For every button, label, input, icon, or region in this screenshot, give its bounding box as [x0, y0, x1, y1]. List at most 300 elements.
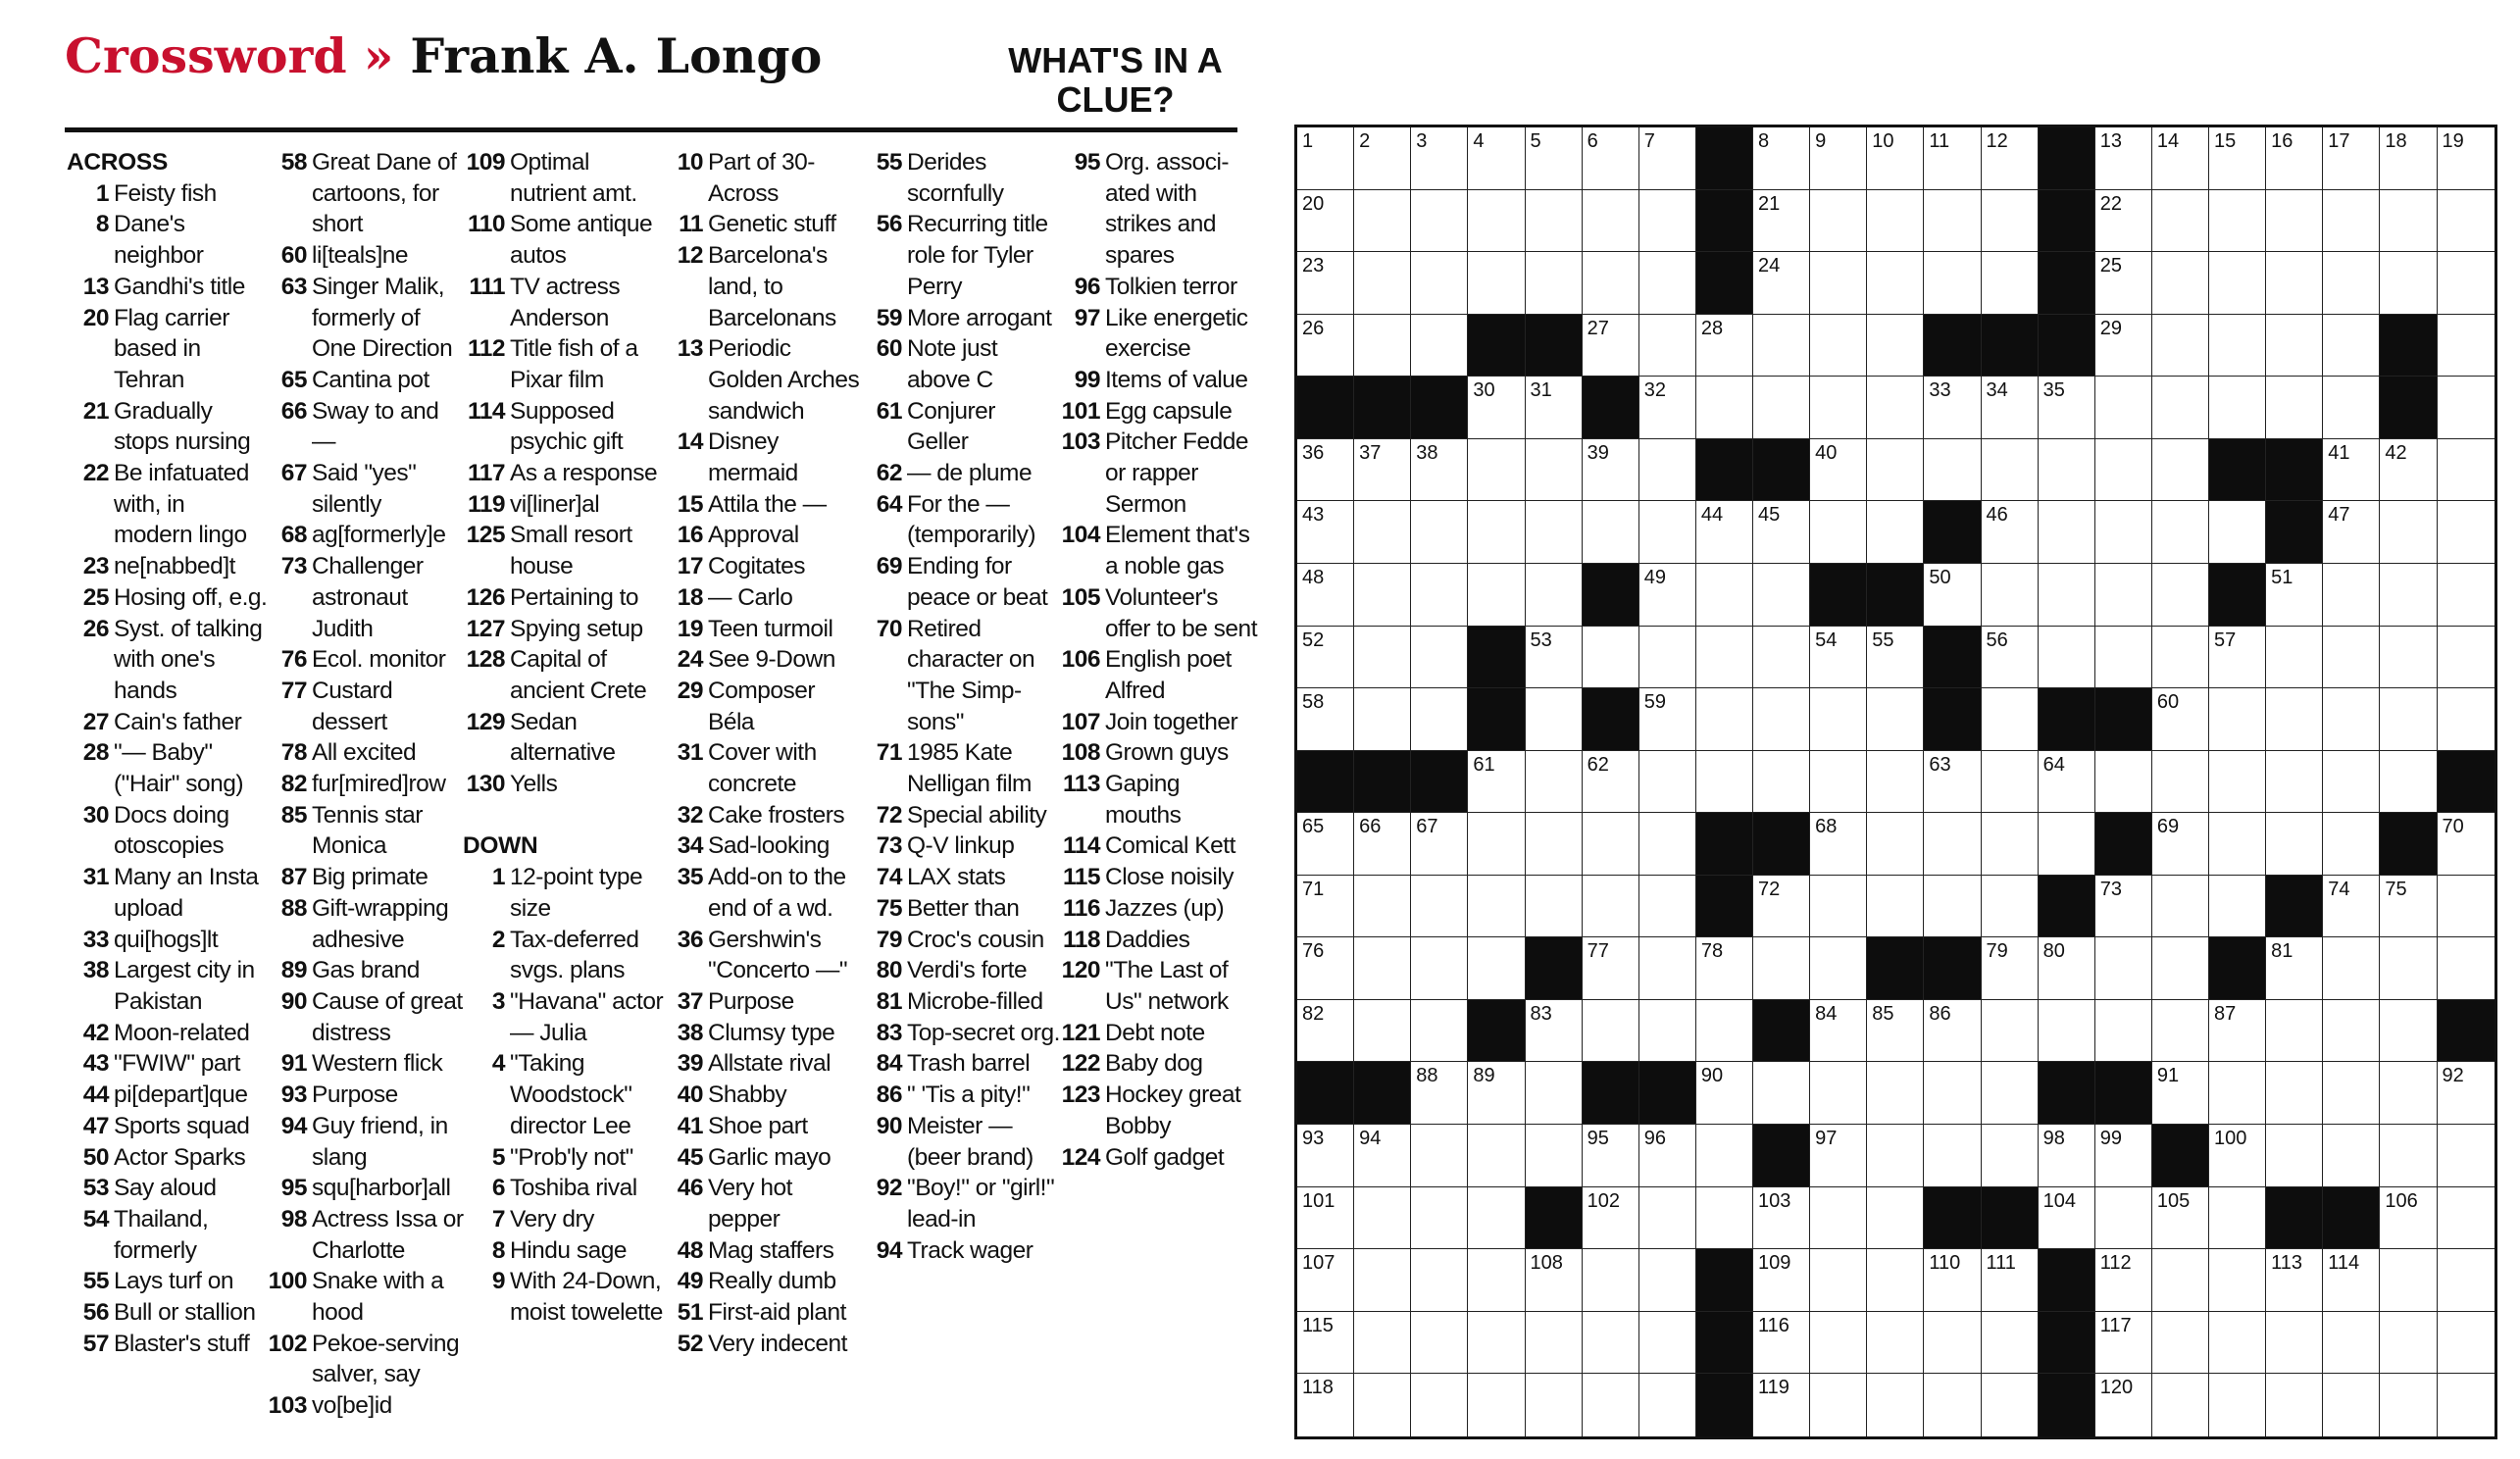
grid-cell[interactable] [1468, 937, 1525, 1000]
grid-cell[interactable] [1810, 1125, 1867, 1187]
grid-cell[interactable] [1810, 190, 1867, 253]
grid-cell[interactable] [1354, 1125, 1411, 1187]
grid-cell[interactable] [1639, 688, 1696, 751]
grid-cell[interactable] [1982, 1312, 2039, 1375]
grid-cell[interactable] [2095, 1249, 2152, 1312]
grid-cell[interactable] [2152, 190, 2209, 253]
grid-cell[interactable] [2209, 813, 2266, 876]
grid-cell[interactable] [2380, 1312, 2437, 1375]
grid-cell[interactable] [1982, 439, 2039, 502]
grid-cell[interactable] [1583, 315, 1639, 377]
grid-cell[interactable] [1583, 501, 1639, 564]
grid-cell[interactable] [1583, 439, 1639, 502]
grid-cell[interactable] [1810, 627, 1867, 689]
grid-cell[interactable] [2323, 688, 2380, 751]
grid-cell[interactable] [1924, 1062, 1981, 1125]
grid-cell[interactable] [1583, 1187, 1639, 1250]
grid-cell[interactable] [1924, 876, 1981, 938]
grid-cell[interactable] [1810, 688, 1867, 751]
grid-cell[interactable] [1411, 1187, 1468, 1250]
grid-cell[interactable] [1753, 1249, 1810, 1312]
grid-cell[interactable] [2438, 564, 2495, 627]
grid-cell[interactable] [2209, 688, 2266, 751]
grid-cell[interactable] [2039, 1000, 2095, 1063]
grid-cell[interactable] [1354, 564, 1411, 627]
grid-cell[interactable] [1982, 501, 2039, 564]
grid-cell[interactable] [2209, 190, 2266, 253]
grid-cell[interactable] [1982, 127, 2039, 190]
grid-cell[interactable] [1867, 501, 1924, 564]
grid-cell[interactable] [2438, 1187, 2495, 1250]
grid-cell[interactable] [1982, 377, 2039, 439]
grid-cell[interactable] [2380, 751, 2437, 814]
grid-cell[interactable] [2209, 1187, 2266, 1250]
grid-cell[interactable] [1753, 1187, 1810, 1250]
grid-cell[interactable] [1468, 127, 1525, 190]
grid-cell[interactable] [1411, 1374, 1468, 1436]
grid-cell[interactable] [1297, 1125, 1354, 1187]
grid-cell[interactable] [2438, 937, 2495, 1000]
grid-cell[interactable] [1411, 439, 1468, 502]
grid-cell[interactable] [1924, 127, 1981, 190]
grid-cell[interactable] [1526, 1125, 1583, 1187]
grid-cell[interactable] [1696, 1062, 1753, 1125]
grid-cell[interactable] [2438, 190, 2495, 253]
grid-cell[interactable] [2266, 627, 2323, 689]
grid-cell[interactable] [1297, 1249, 1354, 1312]
grid-cell[interactable] [1411, 1249, 1468, 1312]
grid-cell[interactable] [2095, 439, 2152, 502]
grid-cell[interactable] [2152, 1374, 2209, 1436]
grid-cell[interactable] [1468, 751, 1525, 814]
grid-cell[interactable] [2209, 127, 2266, 190]
grid-cell[interactable] [2323, 501, 2380, 564]
grid-cell[interactable] [1583, 1374, 1639, 1436]
grid-cell[interactable] [1411, 190, 1468, 253]
grid-cell[interactable] [2095, 937, 2152, 1000]
grid-cell[interactable] [2095, 1000, 2152, 1063]
grid-cell[interactable] [2152, 501, 2209, 564]
grid-cell[interactable] [1639, 190, 1696, 253]
grid-cell[interactable] [1411, 688, 1468, 751]
grid-cell[interactable] [2438, 315, 2495, 377]
grid-cell[interactable] [1468, 190, 1525, 253]
grid-cell[interactable] [2380, 627, 2437, 689]
grid-cell[interactable] [2266, 813, 2323, 876]
grid-cell[interactable] [2095, 1187, 2152, 1250]
grid-cell[interactable] [2095, 627, 2152, 689]
grid-cell[interactable] [1411, 564, 1468, 627]
grid-cell[interactable] [1696, 751, 1753, 814]
grid-cell[interactable] [1639, 127, 1696, 190]
grid-cell[interactable] [1867, 190, 1924, 253]
grid-cell[interactable] [1810, 876, 1867, 938]
grid-cell[interactable] [1297, 1312, 1354, 1375]
grid-cell[interactable] [1583, 190, 1639, 253]
grid-cell[interactable] [2209, 751, 2266, 814]
grid-cell[interactable] [2152, 688, 2209, 751]
grid-cell[interactable] [2438, 252, 2495, 315]
grid-cell[interactable] [2095, 876, 2152, 938]
grid-cell[interactable] [2095, 377, 2152, 439]
grid-cell[interactable] [2438, 501, 2495, 564]
grid-cell[interactable] [2152, 1187, 2209, 1250]
grid-cell[interactable] [2152, 751, 2209, 814]
grid-cell[interactable] [1411, 1312, 1468, 1375]
grid-cell[interactable] [2266, 1062, 2323, 1125]
grid-cell[interactable] [1753, 252, 1810, 315]
grid-cell[interactable] [2380, 1187, 2437, 1250]
grid-cell[interactable] [2152, 1062, 2209, 1125]
grid-cell[interactable] [2039, 1125, 2095, 1187]
grid-cell[interactable] [1411, 315, 1468, 377]
grid-cell[interactable] [2266, 315, 2323, 377]
grid-cell[interactable] [1297, 1000, 1354, 1063]
grid-cell[interactable] [2039, 627, 2095, 689]
grid-cell[interactable] [1583, 1125, 1639, 1187]
grid-cell[interactable] [2380, 501, 2437, 564]
grid-cell[interactable] [2323, 377, 2380, 439]
grid-cell[interactable] [1297, 252, 1354, 315]
grid-cell[interactable] [2266, 1000, 2323, 1063]
grid-cell[interactable] [2323, 252, 2380, 315]
grid-cell[interactable] [1297, 439, 1354, 502]
grid-cell[interactable] [1297, 564, 1354, 627]
grid-cell[interactable] [2039, 937, 2095, 1000]
grid-cell[interactable] [2039, 564, 2095, 627]
grid-cell[interactable] [1810, 439, 1867, 502]
grid-cell[interactable] [2266, 564, 2323, 627]
grid-cell[interactable] [1924, 813, 1981, 876]
grid-cell[interactable] [2323, 1125, 2380, 1187]
grid-cell[interactable] [2438, 1062, 2495, 1125]
grid-cell[interactable] [1639, 751, 1696, 814]
grid-cell[interactable] [1526, 377, 1583, 439]
grid-cell[interactable] [2209, 315, 2266, 377]
grid-cell[interactable] [1810, 1062, 1867, 1125]
grid-cell[interactable] [1810, 937, 1867, 1000]
grid-cell[interactable] [1753, 627, 1810, 689]
grid-cell[interactable] [2209, 501, 2266, 564]
grid-cell[interactable] [1867, 127, 1924, 190]
grid-cell[interactable] [2209, 252, 2266, 315]
grid-cell[interactable] [1810, 813, 1867, 876]
grid-cell[interactable] [1753, 501, 1810, 564]
grid-cell[interactable] [1411, 1000, 1468, 1063]
grid-cell[interactable] [1411, 1062, 1468, 1125]
grid-cell[interactable] [1468, 377, 1525, 439]
grid-cell[interactable] [2380, 439, 2437, 502]
grid-cell[interactable] [1526, 1000, 1583, 1063]
grid-cell[interactable] [1526, 1374, 1583, 1436]
grid-cell[interactable] [1696, 688, 1753, 751]
grid-cell[interactable] [1583, 127, 1639, 190]
grid-cell[interactable] [2152, 127, 2209, 190]
grid-cell[interactable] [2266, 252, 2323, 315]
grid-cell[interactable] [2039, 813, 2095, 876]
grid-cell[interactable] [1526, 501, 1583, 564]
grid-cell[interactable] [2438, 1374, 2495, 1436]
grid-cell[interactable] [1468, 1062, 1525, 1125]
grid-cell[interactable] [1982, 1062, 2039, 1125]
grid-cell[interactable] [2152, 1000, 2209, 1063]
grid-cell[interactable] [1753, 1312, 1810, 1375]
grid-cell[interactable] [1583, 876, 1639, 938]
grid-cell[interactable] [1810, 127, 1867, 190]
grid-cell[interactable] [1982, 1374, 2039, 1436]
grid-cell[interactable] [2095, 1312, 2152, 1375]
grid-cell[interactable] [2095, 252, 2152, 315]
grid-cell[interactable] [1354, 876, 1411, 938]
grid-cell[interactable] [1867, 1187, 1924, 1250]
grid-cell[interactable] [1924, 190, 1981, 253]
grid-cell[interactable] [1468, 813, 1525, 876]
grid-cell[interactable] [1354, 1249, 1411, 1312]
grid-cell[interactable] [1411, 876, 1468, 938]
grid-cell[interactable] [1696, 627, 1753, 689]
grid-cell[interactable] [2323, 751, 2380, 814]
grid-cell[interactable] [1924, 1125, 1981, 1187]
grid-cell[interactable] [2209, 1374, 2266, 1436]
grid-cell[interactable] [1354, 1374, 1411, 1436]
grid-cell[interactable] [1810, 1187, 1867, 1250]
grid-cell[interactable] [2095, 127, 2152, 190]
grid-cell[interactable] [2266, 751, 2323, 814]
grid-cell[interactable] [1810, 1312, 1867, 1375]
grid-cell[interactable] [2152, 252, 2209, 315]
grid-cell[interactable] [2266, 127, 2323, 190]
grid-cell[interactable] [1583, 252, 1639, 315]
grid-cell[interactable] [1526, 1249, 1583, 1312]
grid-cell[interactable] [2152, 1312, 2209, 1375]
grid-cell[interactable] [1867, 377, 1924, 439]
grid-cell[interactable] [1753, 937, 1810, 1000]
grid-cell[interactable] [1696, 1125, 1753, 1187]
grid-cell[interactable] [2266, 190, 2323, 253]
grid-cell[interactable] [1411, 937, 1468, 1000]
grid-cell[interactable] [1867, 1000, 1924, 1063]
grid-cell[interactable] [1867, 1374, 1924, 1436]
grid-cell[interactable] [1982, 751, 2039, 814]
grid-cell[interactable] [1753, 751, 1810, 814]
grid-cell[interactable] [2380, 937, 2437, 1000]
grid-cell[interactable] [1810, 1374, 1867, 1436]
grid-cell[interactable] [1924, 1312, 1981, 1375]
grid-cell[interactable] [1639, 1374, 1696, 1436]
grid-cell[interactable] [1468, 252, 1525, 315]
grid-cell[interactable] [2438, 127, 2495, 190]
grid-cell[interactable] [1468, 1249, 1525, 1312]
grid-cell[interactable] [2380, 876, 2437, 938]
grid-cell[interactable] [2152, 937, 2209, 1000]
grid-cell[interactable] [1924, 1249, 1981, 1312]
grid-cell[interactable] [2323, 937, 2380, 1000]
grid-cell[interactable] [1696, 501, 1753, 564]
grid-cell[interactable] [2380, 1062, 2437, 1125]
grid-cell[interactable] [2152, 1249, 2209, 1312]
grid-cell[interactable] [2209, 1125, 2266, 1187]
grid-cell[interactable] [1924, 564, 1981, 627]
grid-cell[interactable] [1753, 564, 1810, 627]
grid-cell[interactable] [2266, 688, 2323, 751]
grid-cell[interactable] [1354, 688, 1411, 751]
grid-cell[interactable] [1468, 501, 1525, 564]
grid-cell[interactable] [2209, 377, 2266, 439]
grid-cell[interactable] [1411, 501, 1468, 564]
grid-cell[interactable] [1982, 688, 2039, 751]
grid-cell[interactable] [1867, 1312, 1924, 1375]
grid-cell[interactable] [2152, 876, 2209, 938]
grid-cell[interactable] [1753, 1062, 1810, 1125]
grid-cell[interactable] [1468, 1374, 1525, 1436]
grid-cell[interactable] [1867, 439, 1924, 502]
grid-cell[interactable] [2152, 813, 2209, 876]
grid-cell[interactable] [1982, 627, 2039, 689]
grid-cell[interactable] [2095, 564, 2152, 627]
grid-cell[interactable] [2266, 1125, 2323, 1187]
grid-cell[interactable] [1982, 1125, 2039, 1187]
grid-cell[interactable] [1297, 813, 1354, 876]
grid-cell[interactable] [1583, 1000, 1639, 1063]
grid-cell[interactable] [1810, 1249, 1867, 1312]
grid-cell[interactable] [2380, 1000, 2437, 1063]
grid-cell[interactable] [1867, 688, 1924, 751]
grid-cell[interactable] [2095, 190, 2152, 253]
grid-cell[interactable] [2380, 1374, 2437, 1436]
grid-cell[interactable] [1354, 937, 1411, 1000]
grid-cell[interactable] [2438, 688, 2495, 751]
grid-cell[interactable] [2380, 1249, 2437, 1312]
grid-cell[interactable] [1526, 1312, 1583, 1375]
grid-cell[interactable] [2438, 1249, 2495, 1312]
grid-cell[interactable] [1696, 1187, 1753, 1250]
grid-cell[interactable] [1354, 1187, 1411, 1250]
grid-cell[interactable] [2438, 876, 2495, 938]
grid-cell[interactable] [1354, 813, 1411, 876]
grid-cell[interactable] [1411, 127, 1468, 190]
grid-cell[interactable] [1639, 315, 1696, 377]
grid-cell[interactable] [1583, 937, 1639, 1000]
grid-cell[interactable] [1526, 813, 1583, 876]
grid-cell[interactable] [1639, 1312, 1696, 1375]
grid-cell[interactable] [2266, 937, 2323, 1000]
grid-cell[interactable] [1354, 252, 1411, 315]
grid-cell[interactable] [2438, 1312, 2495, 1375]
grid-cell[interactable] [2209, 876, 2266, 938]
grid-cell[interactable] [1526, 751, 1583, 814]
grid-cell[interactable] [1810, 751, 1867, 814]
grid-cell[interactable] [1982, 564, 2039, 627]
grid-cell[interactable] [2323, 813, 2380, 876]
grid-cell[interactable] [2323, 876, 2380, 938]
grid-cell[interactable] [1924, 1374, 1981, 1436]
grid-cell[interactable] [2039, 501, 2095, 564]
grid-cell[interactable] [1297, 627, 1354, 689]
grid-cell[interactable] [1867, 1125, 1924, 1187]
grid-cell[interactable] [1297, 501, 1354, 564]
grid-cell[interactable] [2380, 564, 2437, 627]
grid-cell[interactable] [2209, 1000, 2266, 1063]
grid-cell[interactable] [1639, 627, 1696, 689]
grid-cell[interactable] [1753, 876, 1810, 938]
grid-cell[interactable] [1982, 252, 2039, 315]
grid-cell[interactable] [2266, 1312, 2323, 1375]
grid-cell[interactable] [2323, 564, 2380, 627]
grid-cell[interactable] [1810, 501, 1867, 564]
grid-cell[interactable] [1867, 252, 1924, 315]
grid-cell[interactable] [1753, 1374, 1810, 1436]
grid-cell[interactable] [2380, 688, 2437, 751]
grid-cell[interactable] [1526, 688, 1583, 751]
grid-cell[interactable] [1753, 190, 1810, 253]
grid-cell[interactable] [1924, 751, 1981, 814]
grid-cell[interactable] [1639, 1125, 1696, 1187]
grid-cell[interactable] [1810, 315, 1867, 377]
grid-cell[interactable] [1639, 564, 1696, 627]
grid-cell[interactable] [1468, 876, 1525, 938]
grid-cell[interactable] [1639, 377, 1696, 439]
grid-cell[interactable] [1639, 1187, 1696, 1250]
grid-cell[interactable] [1526, 127, 1583, 190]
grid-cell[interactable] [1639, 1000, 1696, 1063]
grid-cell[interactable] [1867, 813, 1924, 876]
grid-cell[interactable] [1982, 876, 2039, 938]
crossword-grid[interactable] [1294, 125, 2497, 1439]
grid-cell[interactable] [1696, 315, 1753, 377]
grid-cell[interactable] [1411, 813, 1468, 876]
grid-cell[interactable] [2438, 439, 2495, 502]
grid-cell[interactable] [1297, 1187, 1354, 1250]
grid-cell[interactable] [1753, 127, 1810, 190]
grid-cell[interactable] [1583, 1312, 1639, 1375]
grid-cell[interactable] [2209, 1249, 2266, 1312]
grid-cell[interactable] [1639, 252, 1696, 315]
grid-cell[interactable] [2039, 751, 2095, 814]
grid-cell[interactable] [1354, 190, 1411, 253]
grid-cell[interactable] [1639, 937, 1696, 1000]
grid-cell[interactable] [2438, 1125, 2495, 1187]
grid-cell[interactable] [2039, 1187, 2095, 1250]
grid-cell[interactable] [2323, 1062, 2380, 1125]
grid-cell[interactable] [1354, 627, 1411, 689]
grid-cell[interactable] [1297, 688, 1354, 751]
grid-cell[interactable] [1583, 627, 1639, 689]
grid-cell[interactable] [2095, 751, 2152, 814]
grid-cell[interactable] [1982, 937, 2039, 1000]
grid-cell[interactable] [1354, 1000, 1411, 1063]
grid-cell[interactable] [1526, 1062, 1583, 1125]
grid-cell[interactable] [1468, 564, 1525, 627]
grid-cell[interactable] [2380, 252, 2437, 315]
grid-cell[interactable] [2438, 627, 2495, 689]
grid-cell[interactable] [1468, 1312, 1525, 1375]
grid-cell[interactable] [1526, 876, 1583, 938]
grid-cell[interactable] [2323, 1249, 2380, 1312]
grid-cell[interactable] [1526, 190, 1583, 253]
grid-cell[interactable] [2095, 1374, 2152, 1436]
grid-cell[interactable] [1639, 439, 1696, 502]
grid-cell[interactable] [2323, 1374, 2380, 1436]
grid-cell[interactable] [1468, 439, 1525, 502]
grid-cell[interactable] [2323, 439, 2380, 502]
grid-cell[interactable] [1639, 876, 1696, 938]
grid-cell[interactable] [1583, 751, 1639, 814]
grid-cell[interactable] [1526, 252, 1583, 315]
grid-cell[interactable] [2266, 1374, 2323, 1436]
grid-cell[interactable] [1696, 1000, 1753, 1063]
grid-cell[interactable] [2266, 1249, 2323, 1312]
grid-cell[interactable] [1354, 127, 1411, 190]
